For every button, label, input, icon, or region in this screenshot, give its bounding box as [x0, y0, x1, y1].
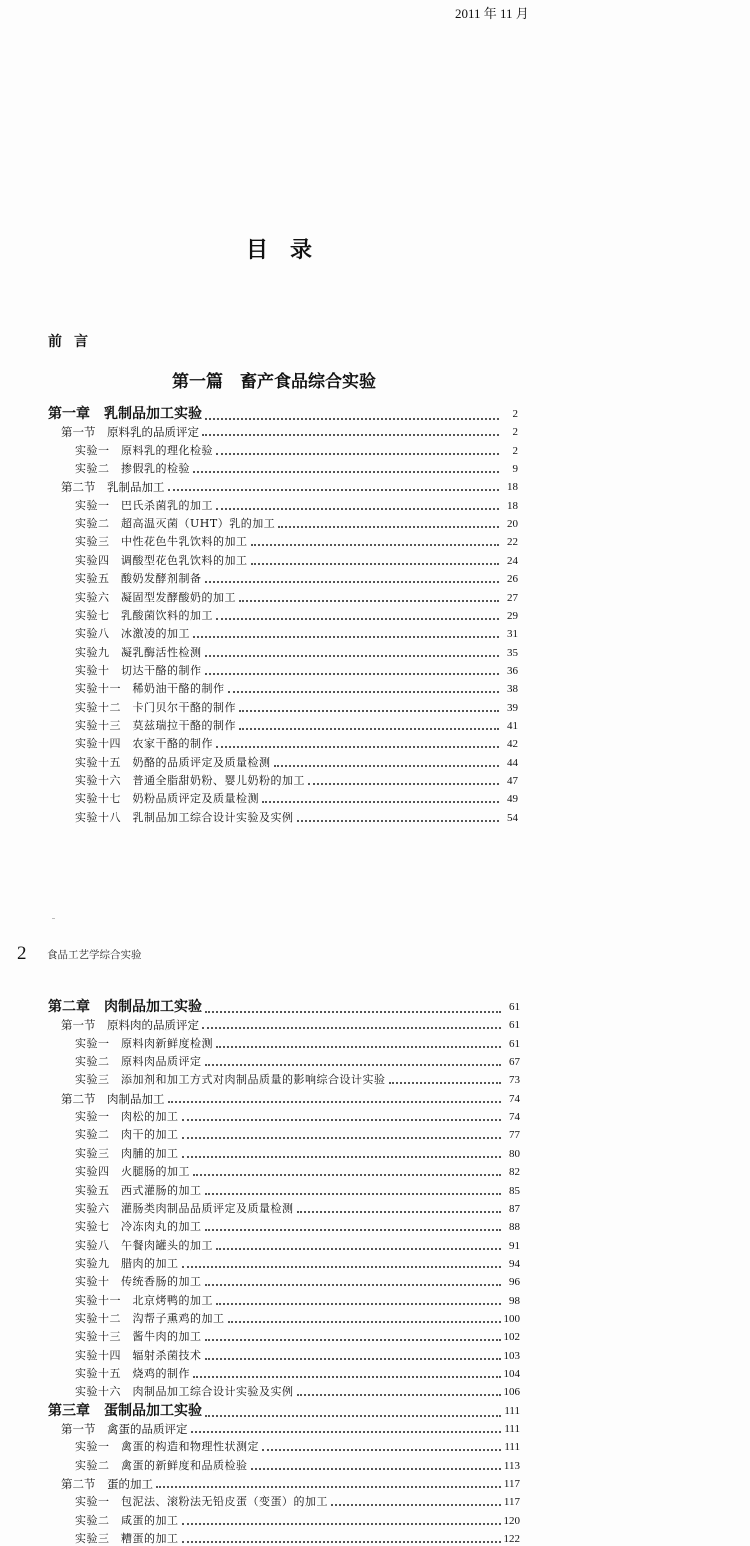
toc-entry-label: 实验二 肉干的加工	[75, 1128, 179, 1142]
toc-entry-label: 实验二 超高温灭菌（UHT）乳的加工	[75, 517, 276, 531]
dot-leader	[262, 801, 499, 803]
toc-entry-page: 61	[509, 1001, 520, 1013]
toc-entry-page: 80	[509, 1147, 520, 1160]
toc-entry-page: 98	[509, 1294, 520, 1307]
toc-chapter-entry	[48, 403, 518, 423]
toc-entry-page: 77	[509, 1129, 520, 1142]
toc-entry-label: 实验二 掺假乳的检验	[75, 462, 190, 476]
toc-entry-label: 实验十八 乳制品加工综合设计实验及实例	[75, 810, 294, 824]
toc-entry-label: 实验四 调酸型花色乳饮料的加工	[75, 553, 248, 567]
publication-date: 2011 年 11 月	[455, 6, 529, 21]
toc-entry-page: 41	[507, 719, 518, 732]
toc-entry-page: 82	[509, 1166, 520, 1179]
toc-experiment-entry	[75, 495, 518, 513]
dot-leader	[239, 600, 499, 602]
dot-leader	[205, 1011, 501, 1013]
toc-entry-page: 24	[507, 554, 518, 567]
dot-leader	[216, 1303, 501, 1305]
toc-experiment-entry	[75, 1381, 520, 1399]
toc-entry-label: 第一节 禽蛋的品质评定	[61, 1422, 188, 1437]
toc-entry-label: 实验六 凝固型发酵酸奶的加工	[75, 590, 236, 604]
toc-entry-label: 实验十七 奶粉品质评定及质量检测	[75, 792, 259, 806]
toc-chapter-entry	[48, 1400, 520, 1420]
toc-entry-label: 实验十三 酱牛肉的加工	[75, 1330, 202, 1344]
toc-chapter-entry	[48, 996, 520, 1016]
toc-entry-page: 27	[507, 591, 518, 604]
toc-entry-page: 22	[507, 536, 518, 549]
toc-entry-label: 实验三 中性花色牛乳饮料的加工	[75, 535, 248, 549]
dot-leader	[228, 691, 500, 693]
toc-entry-page: 104	[503, 1368, 520, 1380]
toc-entry-label: 实验十四 辐射杀菌技术	[75, 1348, 202, 1362]
dot-leader	[216, 1046, 501, 1048]
toc-experiment-entry	[75, 1271, 520, 1289]
toc-entry-page: 9	[512, 463, 518, 476]
toc-entry-page: 120	[503, 1514, 520, 1527]
toc-experiment-entry	[75, 1326, 520, 1344]
toc-entry-label: 实验十一 稀奶油干酪的制作	[75, 682, 225, 696]
toc-experiment-entry	[75, 642, 518, 660]
running-header: 食品工艺学综合实验	[47, 949, 142, 961]
toc-entry-label: 实验八 冰激凌的加工	[75, 627, 190, 641]
dot-leader	[389, 1082, 502, 1084]
dot-leader	[193, 471, 499, 473]
toc-experiment-entry	[75, 458, 518, 476]
toc-entry-label: 实验一 原料肉新鲜度检测	[75, 1036, 213, 1050]
dot-leader	[205, 418, 499, 420]
toc-entry-label: 实验十五 奶酪的品质评定及质量检测	[75, 755, 271, 769]
toc-section-entry	[61, 1418, 520, 1436]
toc-entry-page: 111	[504, 1441, 520, 1454]
toc-experiment-entry	[75, 1198, 520, 1216]
dot-leader	[205, 655, 500, 657]
toc-entry-page: 96	[509, 1276, 520, 1289]
toc-entry-label: 实验十二 卡门贝尔干酪的制作	[75, 700, 236, 714]
toc-experiment-entry	[75, 1253, 520, 1271]
toc-entry-page: 2	[512, 408, 518, 420]
toc-entry-page: 44	[507, 756, 518, 769]
dot-leader	[216, 508, 499, 510]
toc-entry-label: 实验十六 普通全脂甜奶粉、婴儿奶粉的加工	[75, 774, 305, 787]
toc-section-entry	[61, 1014, 520, 1032]
toc-entry-label: 实验十六 肉制品加工综合设计实验及实例	[75, 1385, 294, 1399]
toc-entry-label: 实验五 酸奶发酵剂制备	[75, 572, 202, 586]
dot-leader	[182, 1137, 502, 1139]
dot-leader	[205, 581, 500, 583]
toc-entry-label: 实验一 禽蛋的构造和物理性状测定	[75, 1440, 259, 1454]
toc-entry-label: 实验三 肉脯的加工	[75, 1146, 179, 1160]
toc-entry-label: 第一节 原料肉的品质评定	[61, 1018, 199, 1033]
toc-experiment-entry	[75, 1124, 520, 1142]
toc-entry-label: 实验九 凝乳酶活性检测	[75, 645, 202, 659]
toc-experiment-entry	[75, 788, 518, 806]
toc-experiment-entry	[75, 715, 518, 733]
toc-entry-page: 117	[503, 1478, 520, 1491]
toc-experiment-entry	[75, 550, 518, 568]
toc-entry-label: 实验十一 北京烤鸭的加工	[75, 1293, 213, 1307]
toc-entry-page: 102	[503, 1331, 520, 1344]
toc-entry-label: 第二章 肉制品加工实验	[48, 999, 202, 1015]
toc-entry-label: 实验五 西式灌肠的加工	[75, 1183, 202, 1197]
toc-entry-label: 实验一 原料乳的理化检验	[75, 443, 213, 457]
toc-entry-page: 74	[509, 1111, 520, 1124]
toc-entry-page: 74	[509, 1092, 520, 1105]
toc-entry-page: 100	[503, 1312, 520, 1325]
dot-leader	[251, 544, 500, 546]
toc-experiment-entry	[75, 1290, 520, 1308]
dot-leader	[251, 563, 500, 565]
toc-entry-label: 第一节 原料乳的品质评定	[61, 425, 199, 440]
dot-leader	[308, 783, 499, 785]
page-number: 2	[17, 943, 27, 964]
toc-experiment-entry	[75, 1143, 520, 1161]
dot-leader	[297, 1394, 501, 1396]
toc-entry-label: 第三章 蛋制品加工实验	[48, 1402, 202, 1419]
toc-experiment-entry	[75, 1308, 520, 1326]
toc-entry-page: 113	[503, 1459, 520, 1472]
dot-leader	[239, 710, 499, 712]
toc-experiment-entry	[75, 1033, 520, 1051]
toc-entry-page: 87	[509, 1202, 520, 1215]
toc-experiment-entry	[75, 1069, 520, 1087]
toc-entry-page: 111	[504, 1423, 520, 1436]
toc-entry-page: 103	[503, 1349, 520, 1362]
toc-entry-page: 73	[509, 1074, 520, 1087]
toc-entry-page: 18	[507, 481, 518, 494]
toc-experiment-entry	[75, 1491, 520, 1509]
dot-leader	[182, 1119, 502, 1121]
toc-experiment-entry	[75, 531, 518, 549]
toc-entry-label: 第二节 蛋的加工	[61, 1477, 153, 1492]
toc-entry-page: 47	[507, 775, 518, 787]
dot-leader	[216, 746, 499, 748]
toc-entry-label: 第二节 肉制品加工	[61, 1091, 165, 1106]
dot-leader	[182, 1523, 501, 1525]
toc-entry-label: 实验七 冷冻肉丸的加工	[75, 1220, 202, 1234]
dot-leader	[297, 820, 500, 822]
toc-entry-page: 67	[509, 1056, 520, 1069]
toc-entry-page: 111	[504, 1404, 520, 1417]
toc-entry-label: 实验十三 莫兹瑞拉干酪的制作	[75, 718, 236, 732]
dot-leader	[278, 526, 499, 528]
toc-experiment-entry	[75, 1180, 520, 1198]
toc-entry-label: 实验四 火腿肠的加工	[75, 1165, 190, 1179]
toc-entry-page: 117	[503, 1496, 520, 1509]
toc-entry-label: 实验九 腊肉的加工	[75, 1256, 179, 1270]
toc-section-entry	[61, 1088, 520, 1106]
toc-entry-page: 122	[503, 1533, 520, 1546]
toc-entry-page: 91	[509, 1239, 520, 1252]
toc-entry-page: 2	[512, 426, 518, 439]
dot-leader	[202, 1027, 501, 1029]
toc-entry-page: 42	[507, 738, 518, 751]
dot-leader	[297, 1211, 502, 1213]
toc-experiment-entry	[75, 440, 518, 458]
dot-leader	[216, 453, 499, 455]
toc-entry-label: 实验十 切达干酪的制作	[75, 663, 202, 677]
toc-experiment-entry	[75, 1051, 520, 1069]
dot-leader	[202, 434, 499, 436]
dot-leader	[228, 1321, 501, 1323]
toc-entry-page: 88	[509, 1221, 520, 1234]
toc-entry-label: 实验一 包泥法、滚粉法无铅皮蛋（变蛋）的加工	[75, 1495, 328, 1509]
toc-experiment-entry	[75, 1455, 520, 1473]
toc-entry-page: 31	[507, 628, 518, 641]
toc-entry-label: 实验十五 烧鸡的制作	[75, 1367, 190, 1380]
toc-entry-label: 第一章 乳制品加工实验	[48, 406, 202, 422]
dot-leader	[239, 728, 499, 730]
dot-leader	[205, 1284, 502, 1286]
toc-entry-page: 2	[512, 444, 518, 457]
toc-section-entry	[61, 421, 518, 439]
toc-experiment-entry	[75, 660, 518, 678]
toc-experiment-entry	[75, 1510, 520, 1528]
toc-entry-label: 实验十四 农家干酪的制作	[75, 737, 213, 751]
toc-experiment-entry	[75, 568, 518, 586]
toc-entry-page: 26	[507, 573, 518, 586]
scan-speck	[52, 918, 55, 919]
dot-leader	[182, 1156, 502, 1158]
toc-entry-label: 第二节 乳制品加工	[61, 480, 165, 495]
toc-entry-label: 实验二 原料肉品质评定	[75, 1055, 202, 1069]
toc-experiment-entry	[75, 770, 518, 788]
dot-leader	[168, 489, 500, 491]
toc-experiment-entry	[75, 752, 518, 770]
dot-leader	[205, 1064, 502, 1066]
toc-experiment-entry	[75, 1345, 520, 1363]
toc-experiment-entry	[75, 605, 518, 623]
toc-entry-page: 39	[507, 701, 518, 714]
dot-leader	[216, 618, 499, 620]
toc-entry-page: 29	[507, 609, 518, 622]
toc-entry-page: 106	[503, 1386, 520, 1399]
dot-leader	[205, 673, 500, 675]
toc-experiment-entry	[75, 733, 518, 751]
toc-experiment-entry	[75, 1528, 520, 1546]
toc-entry-label: 实验七 乳酸菌饮料的加工	[75, 608, 213, 622]
dot-leader	[205, 1358, 501, 1360]
dot-leader	[205, 1415, 501, 1417]
toc-entry-label: 实验一 肉松的加工	[75, 1110, 179, 1124]
toc-entry-label: 实验三 糟蛋的加工	[75, 1532, 179, 1546]
dot-leader	[156, 1486, 501, 1488]
toc-experiment-entry	[75, 678, 518, 696]
toc-entry-label: 实验十二 沟帮子熏鸡的加工	[75, 1311, 225, 1325]
toc-experiment-entry	[75, 807, 518, 825]
toc-entry-page: 61	[509, 1037, 520, 1050]
toc-title: 目录	[246, 237, 335, 263]
toc-entry-label: 实验三 添加剂和加工方式对肉制品质量的影响综合设计实验	[75, 1073, 386, 1087]
dot-leader	[168, 1101, 502, 1103]
toc-experiment-entry	[75, 1363, 520, 1381]
toc-entry-page: 38	[507, 683, 518, 696]
toc-entry-label: 实验一 巴氏杀菌乳的加工	[75, 498, 213, 512]
dot-leader	[182, 1266, 502, 1268]
toc-experiment-entry	[75, 1106, 520, 1124]
dot-leader	[193, 636, 499, 638]
toc-entry-page: 36	[507, 664, 518, 677]
toc-entry-page: 94	[509, 1257, 520, 1270]
dot-leader	[251, 1468, 501, 1470]
dot-leader	[193, 1376, 501, 1378]
dot-leader	[216, 1248, 501, 1250]
toc-experiment-entry	[75, 1161, 520, 1179]
toc-experiment-entry	[75, 587, 518, 605]
dot-leader	[193, 1174, 501, 1176]
toc-experiment-entry	[75, 1216, 520, 1234]
toc-experiment-entry	[75, 697, 518, 715]
toc-entry-label: 实验八 午餐肉罐头的加工	[75, 1238, 213, 1252]
dot-leader	[205, 1229, 502, 1231]
toc-entry-label: 实验二 咸蛋的加工	[75, 1513, 179, 1527]
toc-experiment-entry	[75, 623, 518, 641]
dot-leader	[331, 1504, 501, 1506]
dot-leader	[205, 1339, 501, 1341]
toc-entry-label: 实验二 禽蛋的新鲜度和品质检验	[75, 1458, 248, 1472]
preface-entry: 前言	[48, 334, 100, 350]
dot-leader	[262, 1449, 501, 1451]
dot-leader	[191, 1431, 502, 1433]
toc-entry-page: 61	[509, 1019, 520, 1032]
toc-experiment-entry	[75, 1436, 520, 1454]
toc-entry-page: 18	[507, 499, 518, 512]
toc-entry-label: 实验六 灌肠类肉制品品质评定及质量检测	[75, 1201, 294, 1215]
toc-entry-page: 85	[509, 1184, 520, 1197]
toc-entry-page: 20	[507, 518, 518, 531]
toc-section-entry	[61, 1473, 520, 1491]
toc-entry-label: 实验十 传统香肠的加工	[75, 1275, 202, 1289]
toc-experiment-entry	[75, 513, 518, 531]
toc-entry-page: 35	[507, 646, 518, 659]
toc-experiment-entry	[75, 1235, 520, 1253]
toc-section-entry	[61, 476, 518, 494]
dot-leader	[274, 765, 500, 767]
part-title: 第一篇 畜产食品综合实验	[172, 372, 376, 392]
toc-entry-page: 54	[507, 811, 518, 824]
dot-leader	[205, 1193, 502, 1195]
toc-entry-page: 49	[507, 793, 518, 806]
dot-leader	[182, 1541, 501, 1543]
